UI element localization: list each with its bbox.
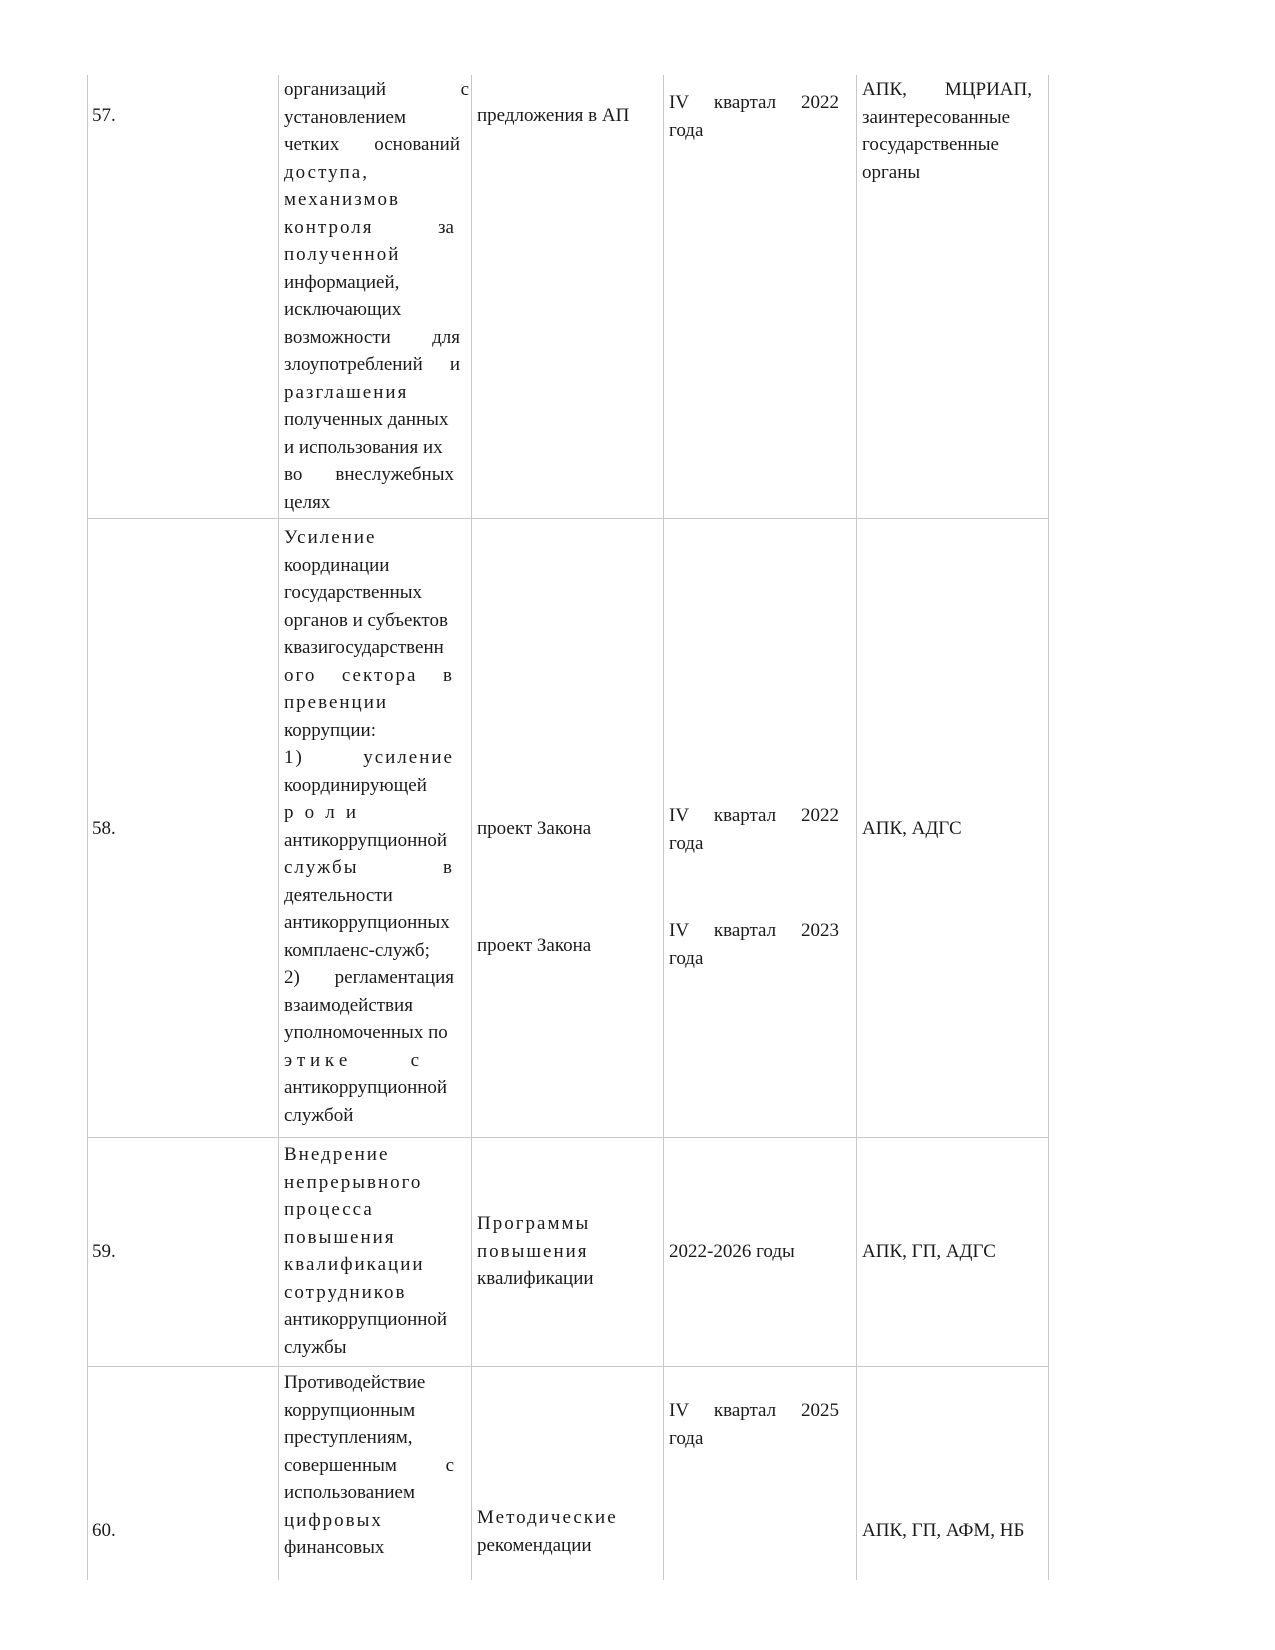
text-line: антикоррупционной [284, 1309, 448, 1330]
deadline: 2022-2026 годы [669, 1241, 795, 1262]
row-number: 59. [92, 1241, 116, 1262]
text-line: координации [284, 554, 390, 576]
text-line: антикоррупционных [284, 912, 450, 933]
text-line: использованием [284, 1482, 416, 1503]
text-line: информацией, [284, 271, 400, 293]
text-line: ого сектора в [284, 664, 454, 686]
table-border-right [1048, 75, 1049, 1580]
text-line: возможности для [284, 326, 460, 348]
text-line: координирующей [284, 774, 427, 796]
text-line: IV квартал 2025 [669, 1400, 839, 1421]
table-column-divider [663, 75, 664, 1580]
form-of-completion [477, 1210, 662, 1293]
text-line: злоупотреблений и [284, 354, 460, 375]
responsible-executors: АПК, ГП, АФМ, НБ [862, 1520, 1025, 1541]
text-line: IV квартал 2022 [669, 92, 839, 113]
text-line: уполномоченных по [284, 1022, 448, 1043]
text-line: рекомендации [477, 1534, 592, 1556]
text-line: и использования их [284, 436, 443, 458]
text-line: доступа, [284, 161, 369, 183]
text-line: года [669, 832, 704, 854]
text-line: квазигосударственн [284, 637, 444, 658]
text-line: государственные [862, 134, 999, 155]
text-line: заинтересованные [862, 106, 1011, 128]
text-line: года [669, 1427, 704, 1449]
form-of-completion: предложения в АП [477, 105, 630, 126]
text-line: 2) регламентация [284, 967, 454, 988]
text-line: цифровых [284, 1509, 383, 1531]
text-line: службой [284, 1104, 354, 1126]
action-text [284, 1369, 470, 1562]
text-line: Внедрение [284, 1144, 390, 1165]
text-line: финансовых [284, 1537, 385, 1558]
text-line: года [669, 947, 704, 969]
text-line: разглашения [284, 381, 409, 403]
deadline [669, 802, 847, 857]
text-line: деятельности [284, 884, 393, 906]
responsible-executors: АПК, АДГС [862, 818, 962, 839]
row-number: 60. [92, 1520, 116, 1541]
text-line: организаций с [284, 79, 469, 100]
text-line: года [669, 119, 704, 141]
action-text [284, 1141, 470, 1361]
deadline [669, 1397, 847, 1452]
text-line: комплаенс-служб; [284, 939, 430, 961]
text-line: механизмов [284, 189, 400, 210]
text-line: антикоррупционной [284, 1077, 448, 1098]
text-line: взаимодействия [284, 994, 413, 1016]
text-line: преступлениям, [284, 1427, 413, 1448]
table-row-divider [87, 1366, 1048, 1367]
text-line: совершенным с [284, 1454, 454, 1476]
text-line: контроля за [284, 216, 454, 238]
table-column-divider [278, 75, 279, 1580]
table-column-divider [471, 75, 472, 1580]
table-border-left [87, 75, 88, 1580]
text-line: коррупционным [284, 1399, 416, 1421]
row-number: 57. [92, 105, 116, 126]
text-line: квалификации [477, 1268, 594, 1289]
text-line: полученных данных [284, 409, 449, 430]
text-line: Программы [477, 1213, 591, 1234]
text-line: службы в [284, 857, 454, 878]
text-line: сотрудников [284, 1281, 407, 1303]
responsible-executors [862, 76, 1042, 186]
text-line: повышения [477, 1240, 589, 1262]
text-line: IV квартал 2022 [669, 805, 839, 826]
text-line: полученной [284, 244, 401, 265]
text-line: органов и субъектов [284, 609, 448, 631]
deadline [669, 917, 847, 972]
text-line: р о л и [284, 802, 356, 823]
text-line: э т и к е с [284, 1049, 419, 1071]
text-line: исключающих [284, 299, 402, 320]
form-of-completion [477, 1504, 662, 1559]
text-line: во внеслужебных [284, 464, 454, 485]
form-of-completion: проект Закона [477, 818, 592, 839]
table-row-divider [87, 518, 1048, 519]
deadline [669, 89, 847, 144]
action-text [284, 76, 470, 516]
text-line: органы [862, 161, 921, 183]
form-of-completion: проект Закона [477, 935, 592, 956]
text-line: целях [284, 491, 331, 513]
text-line: превенции [284, 692, 389, 713]
text-line: Методические [477, 1507, 618, 1528]
table-column-divider [856, 75, 857, 1580]
text-line: антикоррупционной [284, 829, 448, 851]
responsible-executors: АПК, ГП, АДГС [862, 1241, 996, 1262]
text-line: Усиление [284, 527, 377, 548]
row-number: 58. [92, 818, 116, 839]
text-line: службы [284, 1336, 347, 1358]
table-row-divider [87, 1137, 1048, 1138]
text-line: АПК, МЦРИАП, [862, 79, 1032, 100]
text-line: IV квартал 2023 [669, 920, 839, 941]
text-line: установлением [284, 106, 406, 128]
text-line: Противодействие [284, 1372, 426, 1393]
text-line: 1) усиление [284, 747, 454, 768]
text-line: непрерывного [284, 1171, 423, 1193]
text-line: процесса [284, 1199, 374, 1220]
action-text [284, 524, 470, 1129]
text-line: четких оснований [284, 134, 460, 155]
text-line: коррупции: [284, 719, 376, 741]
text-line: квалификации [284, 1254, 425, 1275]
text-line: повышения [284, 1226, 396, 1248]
text-line: государственных [284, 582, 423, 603]
